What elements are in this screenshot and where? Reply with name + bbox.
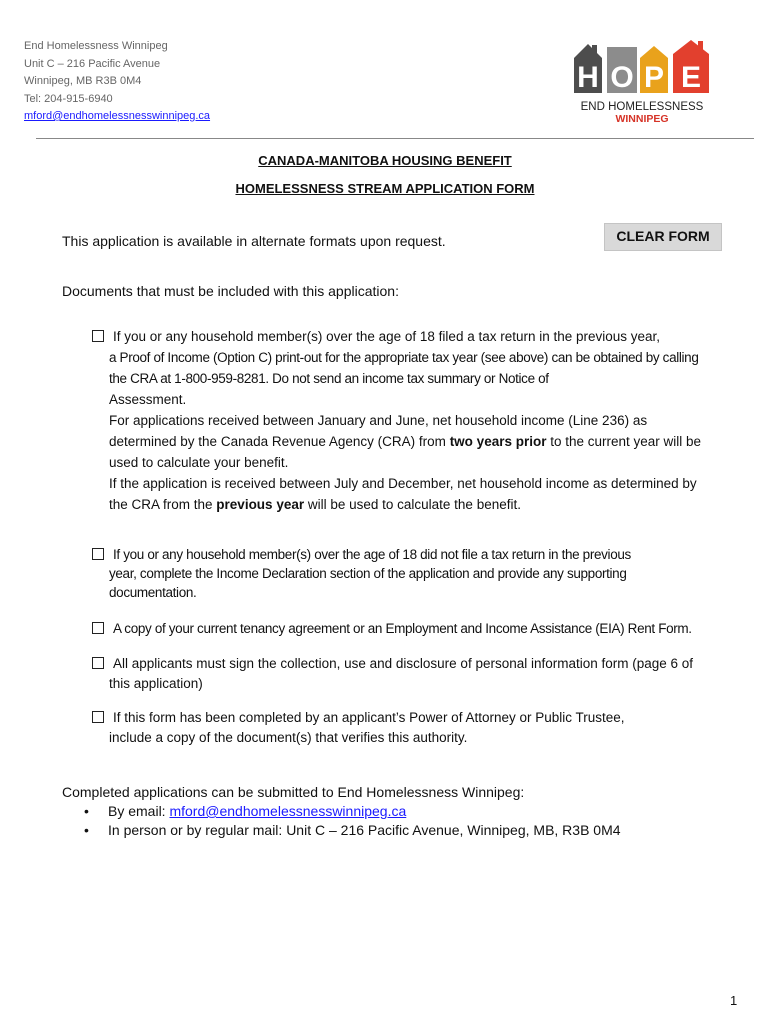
no-tax-return-checkbox[interactable] — [92, 548, 104, 560]
clear-form-button[interactable]: CLEAR FORM — [604, 223, 722, 251]
logo-letter-o: O — [610, 61, 634, 94]
item3-line1: A copy of your current tenancy agreement or an Employment and Income Assistance (EIA) Rent Form. — [113, 621, 692, 636]
hope-logo — [570, 38, 715, 128]
form-subtitle: HOMELESSNESS STREAM APPLICATION FORM — [235, 181, 535, 196]
logo-letter-p: P — [643, 61, 665, 94]
checklist-item-tax-return — [92, 326, 742, 515]
page-number: 1 — [730, 993, 738, 1008]
checklist-item-signatures — [92, 654, 742, 694]
bullet: • — [84, 803, 89, 819]
item1-line3: the CRA at 1-800-959-8281. Do not send an income tax summary or Notice of — [109, 371, 549, 386]
submission-email-item — [84, 803, 406, 819]
tax-return-checkbox[interactable] — [92, 330, 104, 342]
org-phone: Tel: 204-915-6940 — [24, 92, 113, 105]
org-address-line1: Unit C – 216 Pacific Avenue — [24, 57, 161, 70]
checklist-item-tenancy — [92, 618, 742, 639]
mail-text: In person or by regular mail: Unit C – 216 Pacific Avenue, Winnipeg, MB, R3B 0M4 — [108, 822, 621, 838]
bullet: • — [84, 822, 89, 838]
submission-email-link[interactable]: mford@endhomelessnesswinnipeg.ca — [169, 803, 407, 819]
logo-letter-h: H — [577, 61, 599, 94]
item1-line8: If the application is received between July and December, net household income as determined by — [109, 476, 697, 491]
item1-line2: a Proof of Income (Option C) print-out for the appropriate tax year (see above) can be obtained by calling — [109, 350, 699, 365]
tenancy-checkbox[interactable] — [92, 622, 104, 634]
power-of-attorney-checkbox[interactable] — [92, 711, 104, 723]
header-divider — [36, 138, 754, 139]
logo-city: WINNIPEG — [615, 113, 669, 125]
org-name: End Homelessness Winnipeg — [24, 40, 168, 52]
item1-line7: used to calculate your benefit. — [109, 455, 289, 470]
org-address-line2: Winnipeg, MB R3B 0M4 — [24, 75, 142, 87]
organization-address — [24, 38, 210, 126]
submission-mail-item — [84, 822, 621, 838]
item5-line1: If this form has been completed by an applicant’s Power of Attorney or Public Trustee, — [113, 710, 625, 725]
item4-line1: All applicants must sign the collection, use and disclosure of personal information form (page 6 of — [113, 656, 694, 671]
item1-line1: If you or any household member(s) over the age of 18 filed a tax return in the previous year, — [113, 329, 661, 344]
org-email-link[interactable]: mford@endhomelessnesswinnipeg.ca — [24, 110, 211, 122]
item1-line5: For applications received between January and June, net household income (Line 236) as — [109, 413, 648, 428]
checklist-item-no-tax-return — [92, 545, 742, 602]
item5-line2: include a copy of the document(s) that verifies this authority. — [109, 730, 468, 745]
item2-line1: If you or any household member(s) over the age of 18 did not file a tax return in the previous — [113, 547, 631, 562]
logo-tagline: END HOMELESSNESS — [580, 101, 704, 113]
item4-line2: this application) — [109, 676, 203, 691]
form-title: CANADA-MANITOBA HOUSING BENEFIT — [258, 153, 512, 168]
logo-letter-e: E — [680, 61, 702, 94]
item1-line6: determined by the Canada Revenue Agency (CRA) from two years prior to the current year will be — [109, 434, 702, 449]
documents-heading: Documents that must be included with this application: — [62, 283, 399, 299]
item2-line2: year, complete the Income Declaration section of the application and provide any supporting — [109, 566, 627, 581]
availability-note: This application is available in alternate formats upon request. — [62, 233, 446, 249]
submission-intro: Completed applications can be submitted to End Homelessness Winnipeg: — [62, 784, 525, 800]
signatures-checkbox[interactable] — [92, 657, 104, 669]
item2-line3: documentation. — [109, 585, 197, 600]
checklist-item-power-of-attorney — [92, 708, 742, 748]
email-label: By email: — [108, 803, 170, 819]
item1-line4: Assessment. — [109, 392, 187, 407]
item1-line9: the CRA from the previous year will be used to calculate the benefit. — [109, 497, 521, 512]
